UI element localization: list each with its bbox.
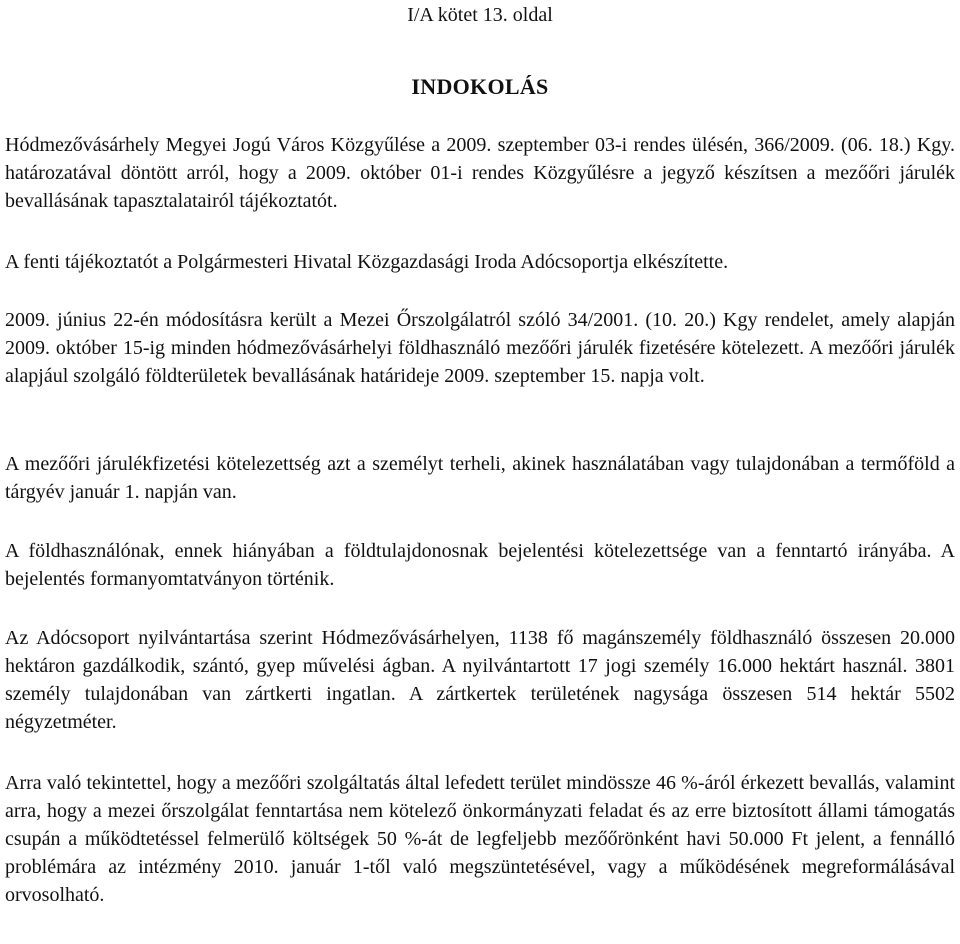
paragraph-3: 2009. június 22-én módosításra került a Mezei Őrszolgálatról szóló 34/2001. (10. 20.) Kgy rendelet, amely alapján 2009. október 15-ig minden hódmezővásárhelyi földhasználó mezőőri járulék fizetésére kötelezett. A mezőőri járulék alapjául szolgáló földterületek bevallásának határideje 2009. szeptember 15. napja volt.	[5, 309, 955, 387]
page-header: I/A kötet 13. oldal	[407, 4, 553, 26]
document-title: INDOKOLÁS	[411, 74, 549, 99]
paragraph-5: A földhasználónak, ennek hiányában a földtulajdonosnak bejelentési kötelezettsége van a fenntartó irányába. A bejelentés formanyomtatványon történik.	[5, 540, 955, 590]
paragraph-2: A fenti tájékoztatót a Polgármesteri Hivatal Közgazdasági Iroda Adócsoportja elkészítette.	[5, 251, 729, 273]
paragraph-6: Az Adócsoport nyilvántartása szerint Hódmezővásárhelyen, 1138 fő magánszemély földhasználó összesen 20.000 hektáron gazdálkodik, szántó, gyep művelési ágban. A nyilvántartott 17 jogi személy 16.000 hektárt használ. 3801 személy tulajdonában van zártkerti ingatlan. A zártkertek területének nagysága összesen 514 hektár 5502 négyzetméter.	[5, 627, 955, 733]
paragraph-1: Hódmezővásárhely Megyei Jogú Város Közgyűlése a 2009. szeptember 03-i rendes ülésén, 366/2009. (06. 18.) Kgy. határozatával döntött arról, hogy a 2009. október 01-i rendes Közgyűlésre a jegyző készítsen a mezőőri járulék bevallásának tapasztalatairól tájékoztatót.	[5, 134, 955, 212]
paragraph-4: A mezőőri járulékfizetési kötelezettség azt a személyt terheli, akinek használatában vagy tulajdonában a termőföld a tárgyév január 1. napján van.	[5, 453, 955, 503]
paragraph-7: Arra való tekintettel, hogy a mezőőri szolgáltatás által lefedett terület mindössze 46 %-áról érkezett bevallás, valamint arra, hogy a mezei őrszolgálat fenntartása nem kötelező önkormányzati feladat és az erre biztosított állami támogatás csupán a működtetéssel felmerülő költségek 50 %-át de legfeljebb mezőőrönként havi 50.000 Ft jelent, a fennálló problémára az intézmény 2010. január 1-től való megszüntetésével, vagy a működésének megreformálásával orvosolható.	[5, 772, 955, 906]
